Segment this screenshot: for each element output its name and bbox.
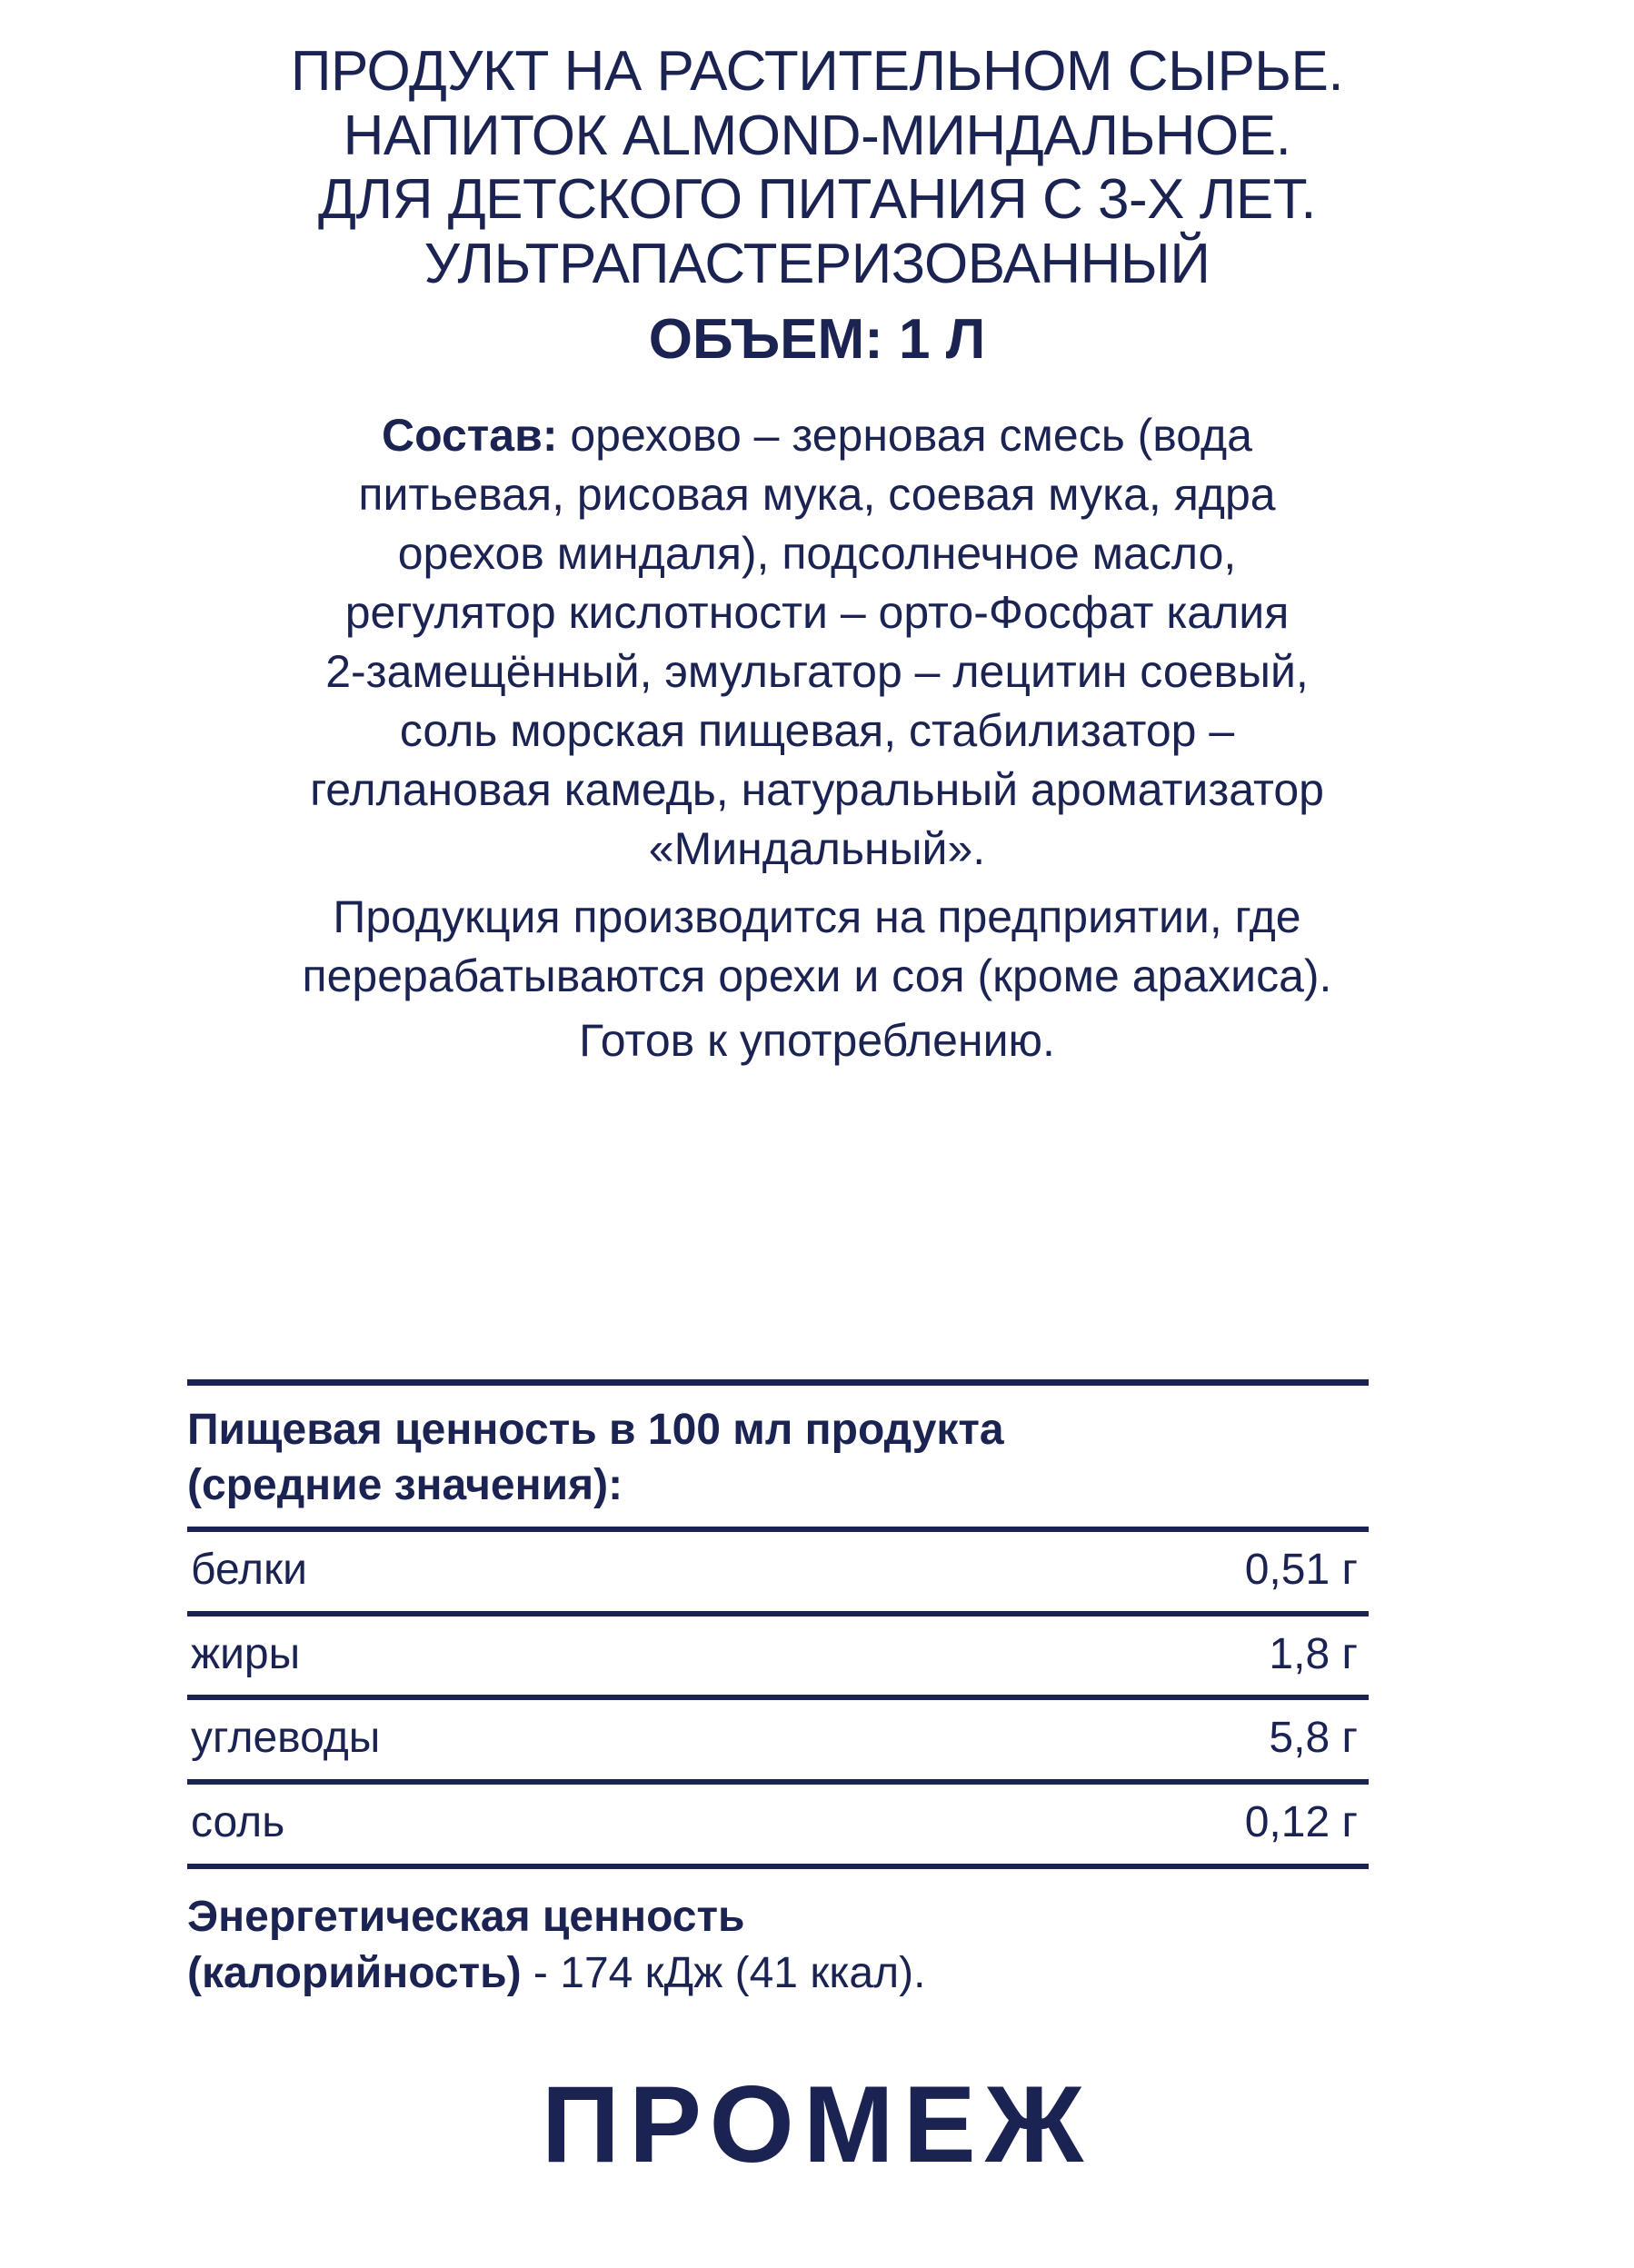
nutrient-label-carbs: углеводы: [191, 1714, 381, 1763]
ingredients-line-5: 2-замещённый, эмульгатор – лецитин соевый,: [325, 645, 1309, 697]
ingredients-label: Состав:: [382, 409, 558, 461]
table-row: [187, 1532, 1369, 1611]
ingredients-line-2: питьевая, рисовая мука, соевая мука, ядра: [358, 468, 1276, 520]
headline-line-4: УЛЬТРАПАСТЕРИЗОВАННЫЙ: [423, 233, 1211, 296]
allergen-notice: [126, 888, 1508, 1006]
nutrient-value-salt: 0,12 г: [1244, 1798, 1358, 1847]
ingredients-line-6: соль морская пищевая, стабилизатор –: [399, 704, 1235, 756]
energy-value-line: [187, 1945, 1369, 2002]
nutrition-table-title: [187, 1386, 1369, 1527]
ready-to-use-text: Готов к употреблению.: [579, 1014, 1055, 1066]
table-rule-top: [187, 1379, 1369, 1386]
ingredients-line-3: орехов миндаля), подсолнечное масло,: [397, 527, 1237, 579]
volume-text: ОБЪЕМ: 1 Л: [648, 307, 986, 371]
allergen-notice-line-1: Продукция производится на предприятии, где: [333, 890, 1301, 942]
energy-value-amount: - 174 кДж (41 ккал).: [521, 1949, 926, 1998]
ingredients-block: [158, 406, 1476, 879]
nutrition-title-line-2: (средние значения):: [187, 1461, 623, 1510]
headline-line-3: ДЛЯ ДЕТСКОГО ПИТАНИЯ С 3-Х ЛЕТ.: [318, 168, 1316, 232]
nutrient-value-carbs: 5,8 г: [1269, 1714, 1358, 1763]
table-row: [187, 1785, 1369, 1864]
bottom-cutoff-text: [0, 2064, 1634, 2185]
nutrition-title-line-1: Пищевая ценность в 100 мл продукта: [187, 1406, 1004, 1454]
headline-line-1: ПРОДУКТ НА РАСТИТЕЛЬНОМ СЫРЬЕ.: [290, 40, 1344, 103]
energy-title: Энергетическая ценность: [187, 1893, 745, 1942]
ingredients-line-7: геллановая камедь, натуральный ароматизатор: [310, 763, 1324, 815]
ingredients-line-4: регулятор кислотности – орто-Фосфат калия: [344, 586, 1290, 638]
product-headline: [0, 0, 1634, 377]
headline-line-2: НАПИТОК ALMOND-МИНДАЛЬНОЕ.: [343, 104, 1291, 167]
nutrient-label-fat: жиры: [191, 1629, 301, 1678]
energy-value-block: [187, 1869, 1369, 2003]
table-row: [187, 1700, 1369, 1779]
ingredients-line-1: [158, 406, 1476, 465]
nutrient-label-protein: белки: [191, 1545, 307, 1594]
allergen-notice-line-2: перерабатываются орехи и соя (кроме арахиса).: [302, 950, 1332, 1001]
nutrient-label-salt: соль: [191, 1798, 285, 1847]
table-row: [187, 1616, 1369, 1696]
bottom-cutoff-glyphs: ПРОМЕЖ: [541, 2064, 1093, 2185]
ingredients-line-8: «Миндальный».: [648, 822, 986, 874]
nutrient-value-protein: 0,51 г: [1244, 1545, 1358, 1594]
nutrition-table: [187, 1379, 1369, 2003]
energy-value-label: (калорийность): [187, 1949, 522, 1998]
nutrient-value-fat: 1,8 г: [1269, 1629, 1358, 1678]
ingredients-line-1-text: орехово – зерновая смесь (вода: [557, 409, 1252, 461]
